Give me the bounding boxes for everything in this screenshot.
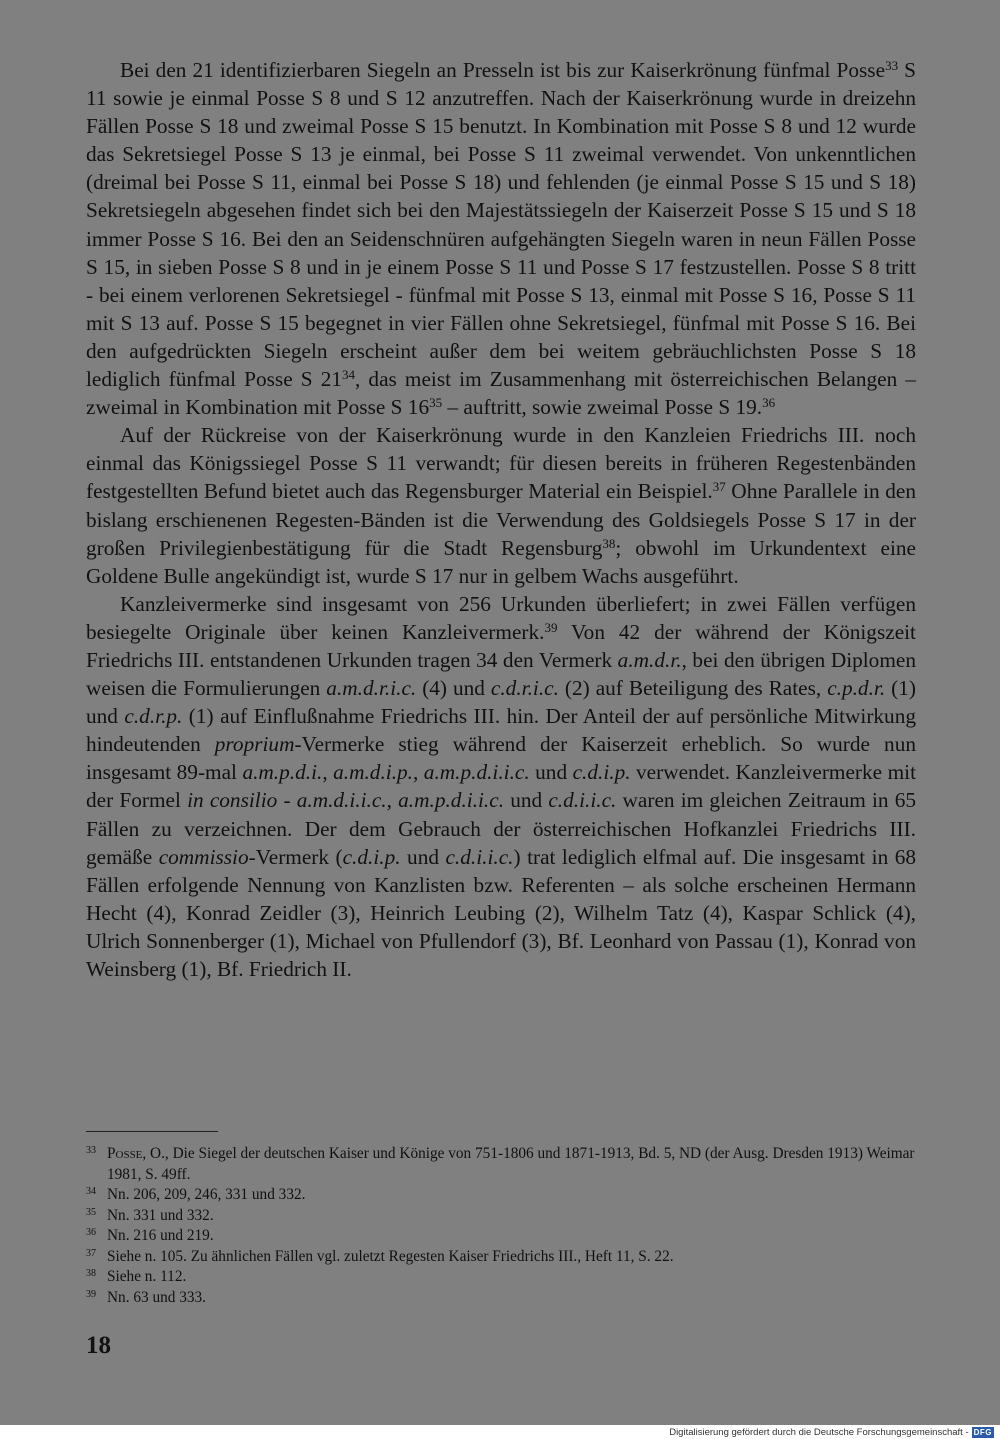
text-run: , bei den übrigen Diplomen weisen die Formulierungen [86, 647, 916, 701]
text-run: , [413, 760, 424, 785]
footnote-text: Nn. 206, 209, 246, 331 und 332. [107, 1186, 306, 1203]
italic-text: c.d.i.i.c. [548, 788, 617, 813]
text-run: ) trat lediglich elfmal auf. Die insgesamt in 68 Fällen erfolgende Nennung von Kanzlisten bzw. Referenten – als solche erscheinen Hermann Hecht (4), Konrad Zeidler (3), Heinrich Leubing (2), Wilhelm Tatz (4), Kaspar Schlick (4), Ulrich Sonnenberger (1), Michael von Pfullendorf (3), Bf. Leonhard von Passau (1), Konrad von Weinsberg (1), Bf. Friedrich II. [86, 844, 916, 981]
italic-text: a.m.d.r. [617, 647, 682, 672]
footnote-text: Nn. 331 und 332. [107, 1206, 214, 1224]
text-run: Kanzleivermerke sind insgesamt von 256 Urkunden überliefert; in zwei Fällen verfügen besiegelte Originale über keinen Kanzleivermerk. [86, 591, 916, 644]
italic-text: c.d.i.i.c. [445, 844, 514, 869]
text-run: und [400, 844, 446, 869]
paragraph [86, 56, 916, 421]
italic-text: a.m.d.i.p. [333, 760, 413, 785]
text-run: Auf der Rückreise von der Kaiserkrönung wurde in den Kanzleien Friedrichs III. noch einmal das Königssiegel Posse S 11 verwandt; für diesen bereits in früheren Regestenbänden festgestellten Befund bietet auch das Regensburger Material ein Beispiel. [86, 423, 916, 504]
footnote-number: 36 [86, 1227, 96, 1238]
body-text [86, 56, 916, 983]
page-number: 18 [86, 1332, 111, 1359]
footnote-number: 37 [86, 1247, 96, 1259]
dfg-logo: DFG [973, 1427, 992, 1437]
footnote [86, 1185, 916, 1206]
italic-text: c.p.d.r. [827, 676, 886, 701]
dfg-credit-line [669, 1425, 994, 1439]
italic-text: a.m.p.d.i.i.c. [398, 788, 505, 813]
footnote [86, 1226, 916, 1247]
text-run: (1) und [86, 676, 916, 729]
footnote-ref: 34 [342, 366, 355, 382]
italic-text: commissio [158, 844, 249, 869]
footnote-number: 33 [86, 1145, 96, 1156]
text-run: waren im gleichen Zeitraum in 65 Fällen zu verzeichnen. Der dem Gebrauch der österreichischen Hofkanzlei Friedrichs III. gemäße [86, 788, 917, 869]
footnote-ref: 39 [544, 619, 558, 635]
paragraph [86, 590, 916, 983]
text-run: (4) und [416, 676, 491, 701]
italic-text: in consilio [187, 788, 278, 813]
text-run: verwendet. Kanzleivermerke mit der Formel [86, 760, 916, 813]
text-run: , [386, 788, 399, 813]
italic-text: c.d.i.p. [342, 844, 401, 869]
paragraph [86, 421, 916, 590]
footnote-text: Nn. 216 und 219. [107, 1227, 214, 1244]
text-run: und [504, 788, 549, 813]
italic-text: a.m.p.d.i.i.c. [423, 760, 530, 785]
footnote [86, 1267, 916, 1288]
text-run: -Vermerk ( [248, 844, 343, 869]
footnote-separator [86, 1131, 218, 1132]
text-run: - [277, 788, 297, 813]
footnote [86, 1144, 916, 1185]
footnote [86, 1247, 916, 1268]
text-run: (2) auf Beteiligung des Rates, [558, 676, 828, 701]
text-run: ; obwohl im Urkundentext eine Goldene Bulle angekündigt ist, wurde S 17 nur in gelbem Wachs ausgeführt. [86, 535, 916, 588]
text-run: Von 42 der während der Königszeit Friedrichs III. entstandenen Urkunden tragen 34 den Vermerk [86, 619, 916, 672]
footnote-ref: 33 [885, 57, 899, 73]
text-run: Ohne Parallele in den bislang erschienenen Regesten-Bänden ist die Verwendung des Goldsiegels Posse S 17 in der großen Privilegienbestätigung für die Stadt Regensburg [86, 479, 916, 560]
footnote-number: 38 [86, 1268, 96, 1279]
footnote-text: Siehe n. 105. Zu ähnlichen Fällen vgl. zuletzt Regesten Kaiser Friedrichs III., Heft 11, S. 22. [107, 1247, 674, 1265]
footnote-number: 39 [86, 1288, 96, 1300]
text-run: Bei den 21 identifizierbaren Siegeln an Presseln ist bis zur Kaiserkrönung fünfmal Posse [120, 58, 886, 82]
text-run: -Vermerke stieg während der Kaiserzeit erheblich. So wurde nun insgesamt 89-mal [86, 732, 916, 785]
footnote-ref: 38 [602, 535, 616, 551]
footnote-ref: 36 [762, 394, 776, 410]
text-run: S 11 sowie je einmal Posse S 8 und S 12 anzutreffen. Nach der Kaiserkrönung wurde in dreizehn Fällen Posse S 18 und zweimal Posse S 15 benutzt. In Kombination mit Posse S 8 und 12 wurde das Sekretsiegel Posse S 13 je einmal, bei Posse S 11 zweimal verwendet. Von unkenntlichen (dreimal bei Posse S 11, einmal bei Posse S 18) und fehlenden (je einmal Posse S 15 und S 18) Sekretsiegeln abgesehen findet sich bei den Majestätssiegeln der Kaiserzeit Posse S 15 und S 18 immer Posse S 16. Bei den an Seidenschnüren aufgehängten Siegeln waren in neun Fällen Posse S 15, in sieben Posse S 8 und in je einem Posse S 11 und Posse S 17 festzustellen. Posse S 8 tritt - bei einem verlorenen Sekretsiegel - fünfmal mit Posse S 13, einmal mit Posse S 16, Posse S 11 mit S 13 auf. Posse S 15 begegnet in vier Fällen ohne Sekretsiegel, fünfmal mit Posse S 16. Bei den aufgedrückten Siegeln erscheint außer dem bei weitem gebräuchlichsten Posse S 18 lediglich fünfmal Posse S 21 [86, 58, 916, 392]
text-run: – auftritt, sowie zweimal Posse S 19. [442, 395, 763, 420]
footnote [86, 1206, 916, 1227]
footnote-text: , O., Die Siegel der deutschen Kaiser und Könige von 751-1806 und 1871-1913, Bd. 5, ND (der Ausg. Dresden 1913) Weimar 1981, S. 49ff. [107, 1145, 915, 1183]
text-run: , [322, 760, 334, 785]
italic-text: c.d.r.p. [124, 704, 183, 729]
footnote-text: Nn. 63 und 333. [107, 1288, 207, 1306]
footnote-ref: 35 [429, 394, 443, 410]
italic-text: c.d.i.p. [572, 760, 631, 785]
text-run: , das meist im Zusammenhang mit österreichischen Belangen – zweimal in Kombination mit Posse S 16 [86, 367, 916, 420]
italic-text: a.m.d.i.i.c. [296, 788, 387, 813]
footnote-text: Siehe n. 112. [107, 1268, 187, 1285]
footnote [86, 1288, 916, 1309]
italic-text: proprium [214, 732, 295, 757]
italic-text: c.d.r.i.c. [490, 676, 559, 701]
italic-text: a.m.p.d.i. [242, 760, 323, 785]
italic-text: a.m.d.r.i.c. [326, 676, 417, 701]
text-run: (1) auf Einflußnahme Friedrichs III. hin. Der Anteil der auf persönliche Mitwirkung hindeutenden [86, 704, 916, 757]
footnote-number: 35 [86, 1206, 96, 1218]
footnote-ref: 37 [712, 479, 726, 495]
footnote-number: 34 [86, 1186, 96, 1197]
footnotes [86, 1144, 916, 1308]
text-run: und [529, 760, 573, 785]
author-name: Posse [107, 1145, 143, 1162]
credit-text: Digitalisierung gefördert durch die Deutsche Forschungsgemeinschaft - [669, 1426, 969, 1438]
